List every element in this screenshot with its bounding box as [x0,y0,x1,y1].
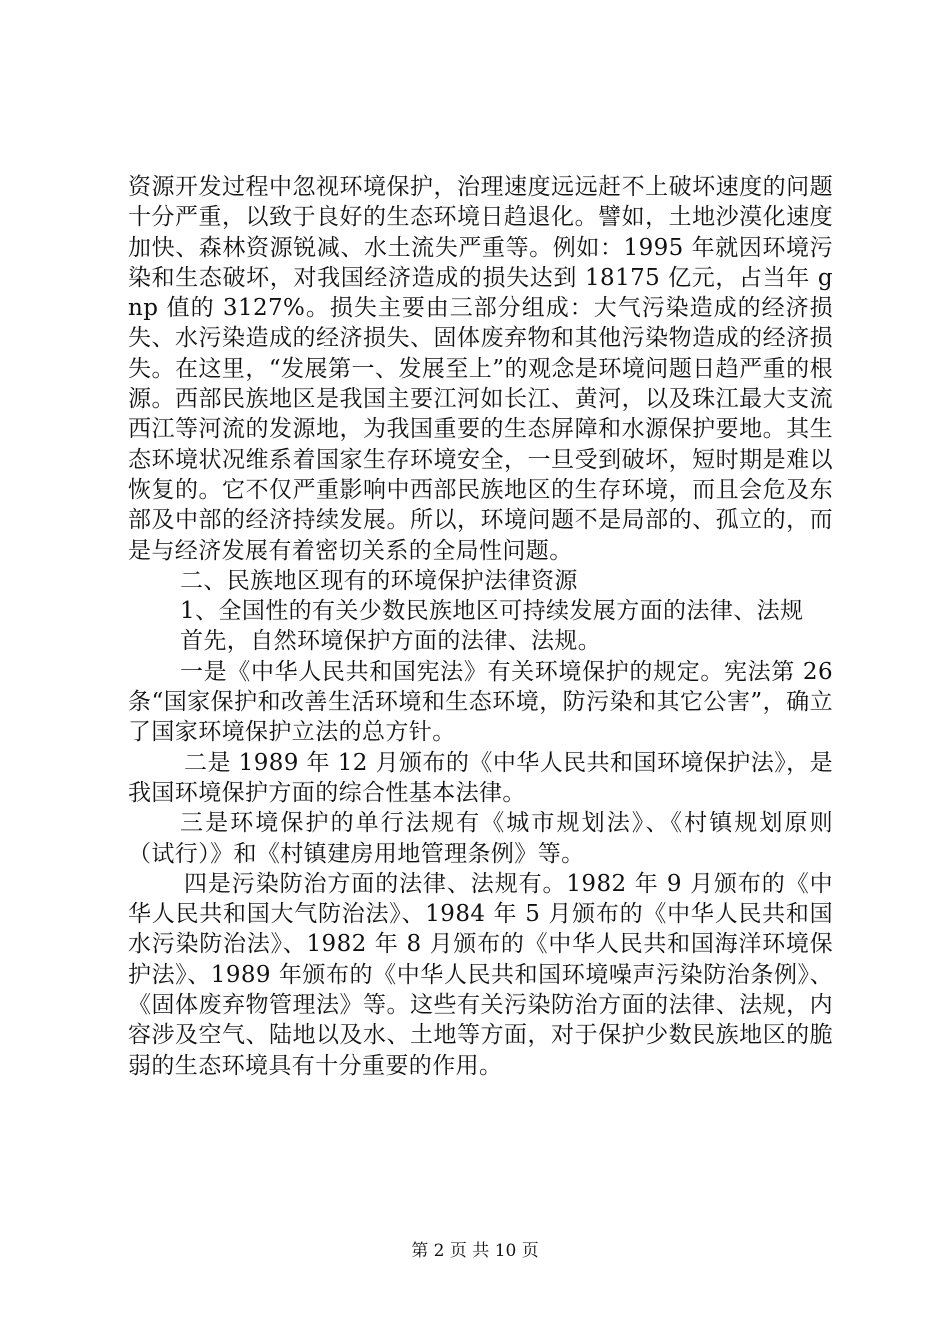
section-heading-legal-resources: 二、民族地区现有的环境保护法律资源 [180,567,578,594]
document-body [128,172,833,1081]
paragraph-single-regulations: 三是环境保护的单行法规有《城市规划法》、《村镇规划原则（试行）》和《村镇建房用地管理条例》等。 [128,810,833,867]
paragraph-environment-problems: 资源开发过程中忽视环境保护，治理速度远远赶不上破坏速度的问题十分严重，以致于良好的生态环境日趋退化。譬如，土地沙漠化速度加快、森林资源锐减、水土流失严重等。例如：1995 年就因环境污染和生态破坏，对我国经济造成的损失达到 18175 亿元，占当年 gnp 值的 3127%。损失主要由三部分组成：大气污染造成的经济损失、水污染造成的经济损失、固体废弃物和其他污染物造成的经济损失。在这里，“发展第一、发展至上”的观念是环境问题日趋严重的根源。西部民族地区是我国主要江河如长江、黄河，以及珠江最大支流西江等河流的发源地，为我国重要的生态屏障和水源保护要地。其生态环境状况维系着国家生存环境安全，一旦受到破坏，短时期是难以恢复的。它不仅严重影响中西部民族地区的生存环境，而且会危及东部及中部的经济持续发展。所以，环境问题不是局部的、孤立的，而是与经济发展有着密切关系的全局性问题。 [128,174,833,564]
paragraph-environmental-protection-law: 二是 1989 年 12 月颁布的《中华人民共和国环境保护法》，是我国环境保护方面的综合性基本法律。 [128,749,833,806]
paragraph-constitution: 一是《中华人民共和国宪法》有关环境保护的规定。宪法第 26 条“国家保护和改善生活环境和生态环境，防污染和其它公害”，确立了国家环境保护立法的总方针。 [128,658,833,746]
paragraph-pollution-prevention: 四是污染防治方面的法律、法规有。1982 年 9 月颁布的《中华人民共和国大气防治法》、1984 年 5 月颁布的《中华人民共和国水污染防治法》、1982 年 8 月颁布的《中华人民共和国海洋环境保护法》、1989 年颁布的《中华人民共和国环境噪声污染防治条例》、《固体废弃物管理法》等。这些有关污染防治方面的法律、法规，内容涉及空气、陆地以及水、土地等方面，对于保护少数民族地区的脆弱的生态环境具有十分重要的作用。 [128,870,833,1079]
subsection-heading-national-laws: 1、全国性的有关少数民族地区可持续发展方面的法律、法规 [180,598,804,625]
page-number-footer: 第 2 页 共 10 页 [411,1241,539,1261]
paragraph-natural-environment-laws: 首先，自然环境保护方面的法律、法规。 [180,628,602,655]
